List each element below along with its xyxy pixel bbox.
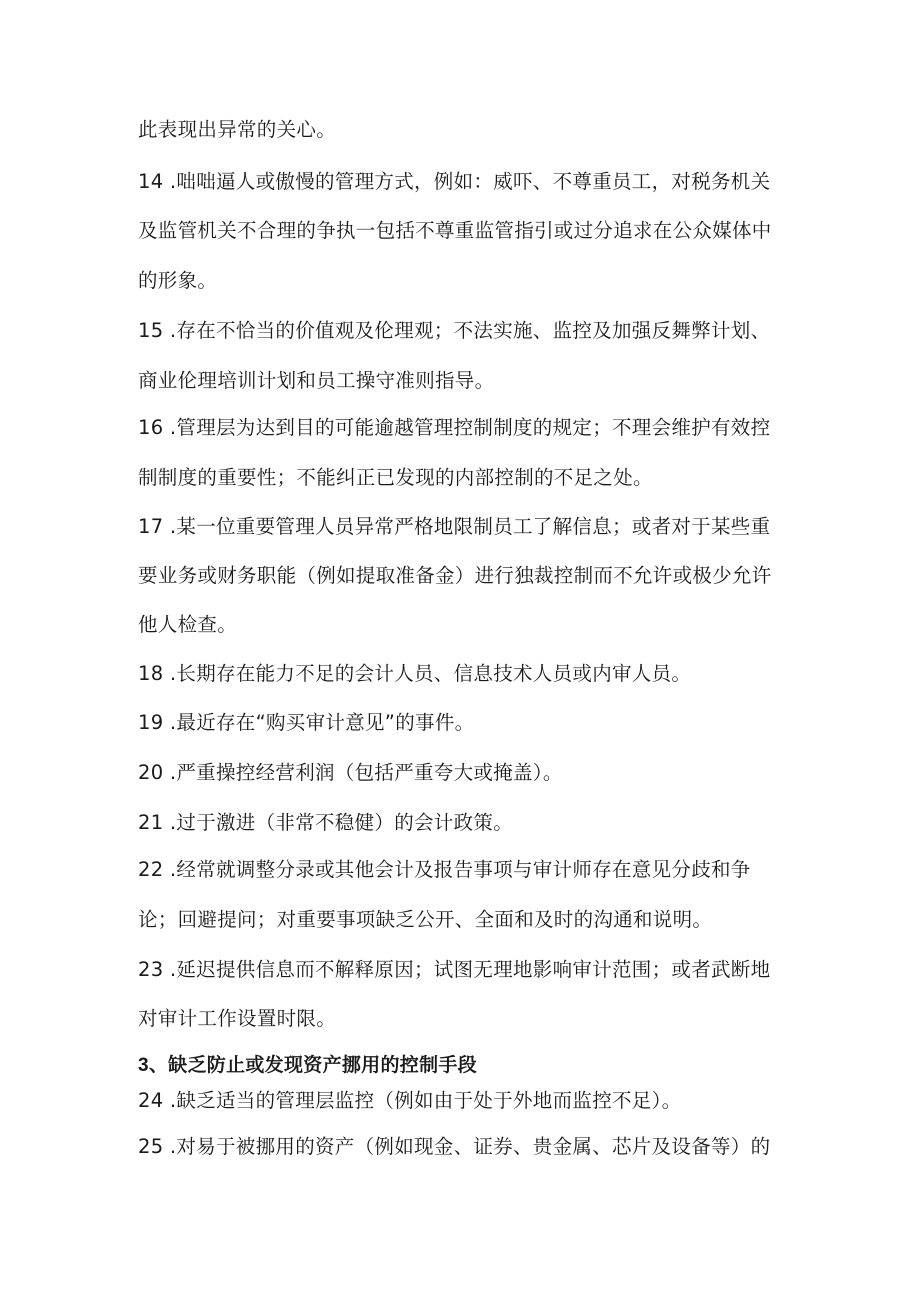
paragraph-line: 17 .某一位重要管理人员异常严格地限制员工了解信息；或者对于某些重: [138, 515, 771, 538]
paragraph-line: 25 .对易于被挪用的资产（例如现金、证券、贵金属、芯片及设备等）的: [138, 1135, 771, 1158]
paragraph-line: 论；回避提问；对重要事项缺乏公开、全面和及时的沟通和说明。: [138, 908, 713, 931]
paragraph-line: 20 .严重操控经营利润（包括严重夸大或掩盖）。: [138, 761, 563, 784]
section-heading: 3、缺乏防止或发现资产挪用的控制手段: [138, 1055, 477, 1076]
paragraph-line: 对审计工作设置时限。: [138, 1007, 337, 1030]
paragraph-line: 15 .存在不恰当的价值观及伦理观；不法实施、监控及加强反舞弊计划、: [138, 319, 771, 342]
paragraph-line: 他人检查。: [138, 613, 238, 636]
paragraph-line: 19 .最近存在“购买审计意见”的事件。: [138, 711, 475, 734]
paragraph-line: 的形象。: [138, 269, 218, 292]
paragraph-line: 24 .缺乏适当的管理层监控（例如由于处于外地而监控不足）。: [138, 1089, 682, 1112]
paragraph-line: 16 .管理层为达到目的可能逾越管理控制制度的规定；不理会维护有效控: [138, 416, 771, 439]
paragraph-line: 18 .长期存在能力不足的会计人员、信息技术人员或内审人员。: [138, 662, 692, 685]
paragraph-line: 此表现出异常的关心。: [138, 118, 337, 141]
paragraph-line: 要业务或财务职能（例如提取准备金）进行独裁控制而不允许或极少允许: [138, 564, 772, 587]
paragraph-line: 商业伦理培训计划和员工操守准则指导。: [138, 369, 495, 392]
paragraph-line: 22 .经常就调整分录或其他会计及报告事项与审计师存在意见分歧和争: [138, 858, 751, 881]
paragraph-line: 制制度的重要性；不能纠正已发现的内部控制的不足之处。: [138, 466, 653, 489]
paragraph-line: 21 .过于激进（非常不稳健）的会计政策。: [138, 811, 514, 834]
paragraph-line: 14 .咄咄逼人或傲慢的管理方式，例如：威吓、不尊重员工，对税务机关: [138, 170, 771, 193]
paragraph-line: 及监管机关不合理的争执一包括不尊重监管指引或过分追求在公众媒体中: [138, 219, 772, 242]
paragraph-line: 23 .延迟提供信息而不解释原因；试图无理地影响审计范围；或者武断地: [138, 958, 771, 981]
